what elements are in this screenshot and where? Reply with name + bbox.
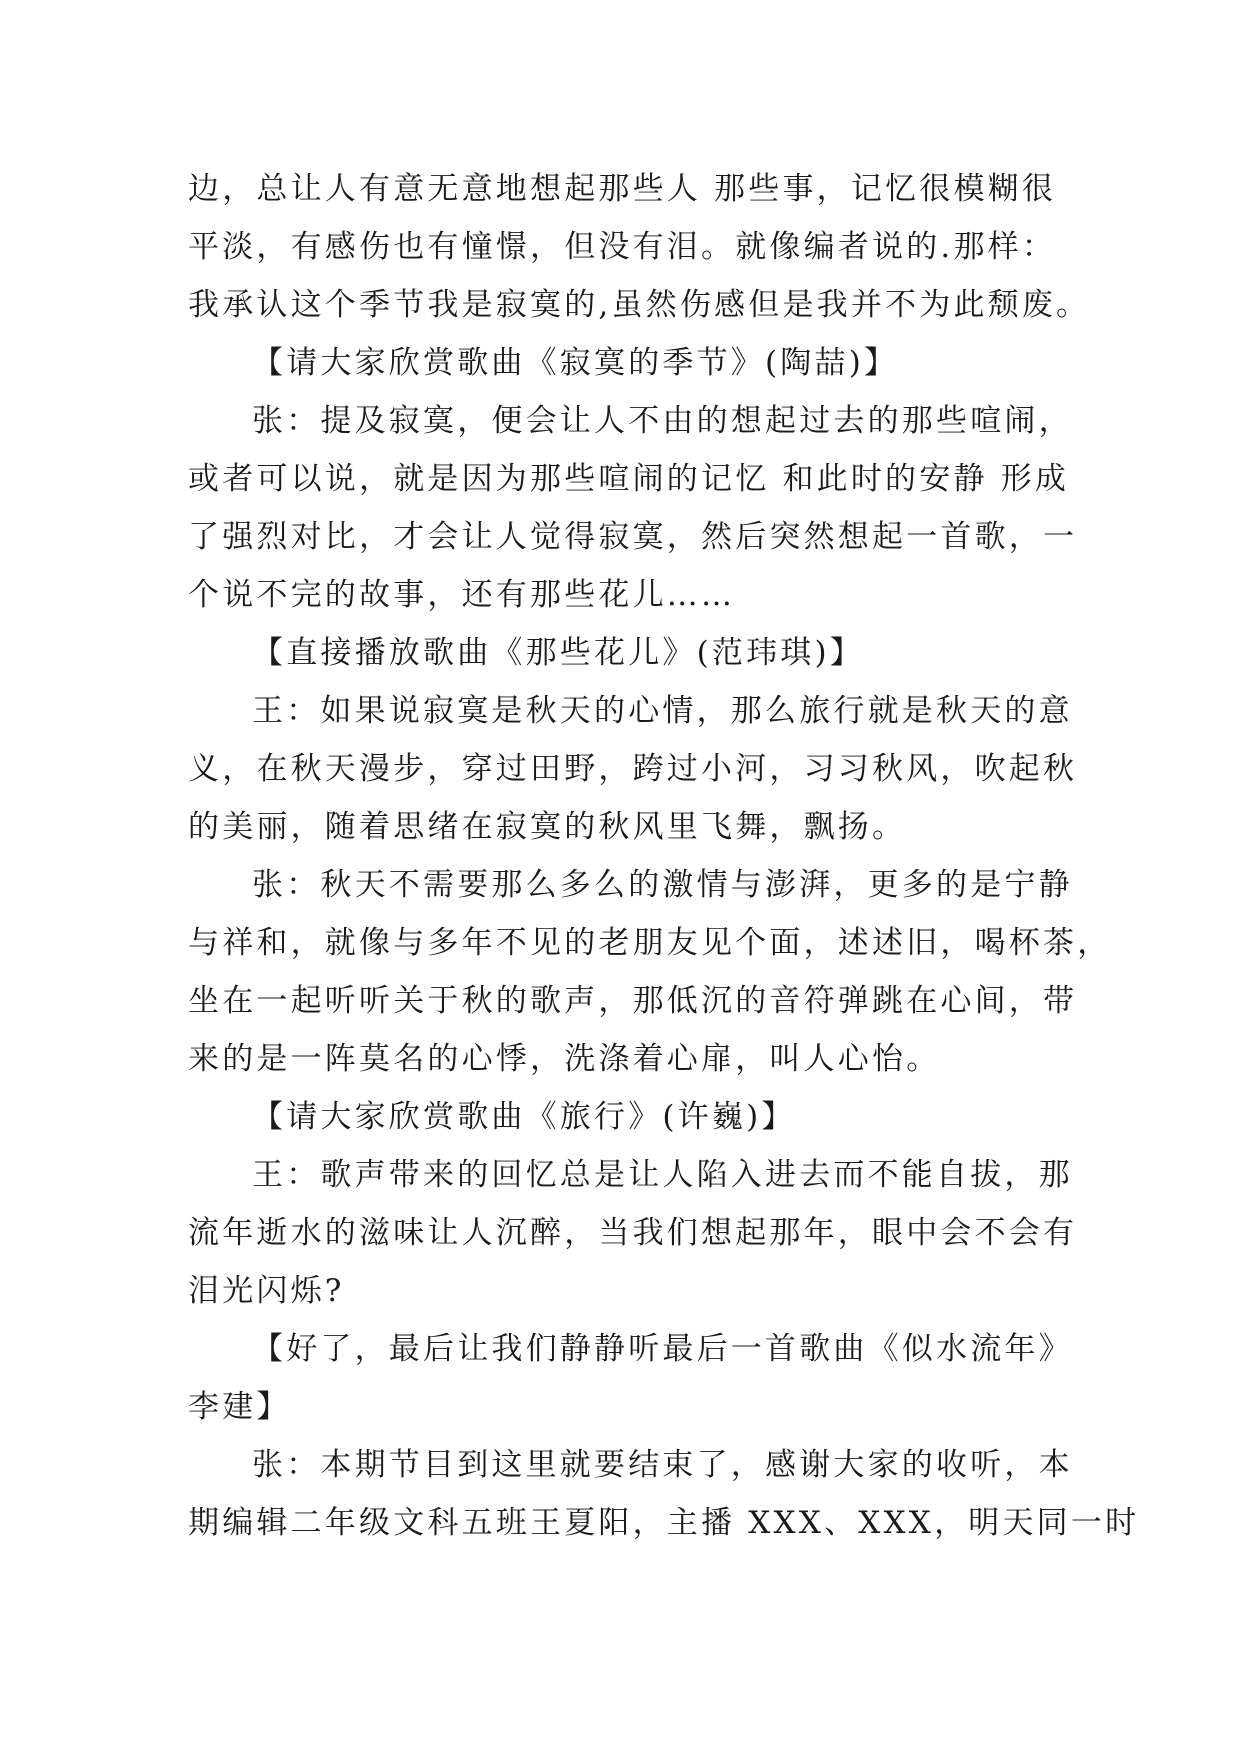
text-line: 平淡，有感伤也有憧憬，但没有泪。就像编者说的.那样： xyxy=(188,229,1057,265)
text-line: 王：歌声带来的回忆总是让人陷入进去而不能自拔，那 xyxy=(252,1157,1073,1193)
text-line: 【请大家欣赏歌曲《旅行》(许巍)】 xyxy=(252,1099,796,1135)
document-body xyxy=(188,160,1140,1552)
text-line: 期编辑二年级文科五班王夏阳，主播 XXX、XXX，明天同一时 xyxy=(188,1505,1140,1541)
text-line: 王：如果说寂寞是秋天的心情，那么旅行就是秋天的意 xyxy=(252,693,1073,729)
text-line: 坐在一起听听关于秋的歌声，那低沉的音符弹跳在心间，带 xyxy=(188,983,1078,1019)
text-line: 义，在秋天漫步，穿过田野，跨过小河，习习秋风，吹起秋 xyxy=(188,751,1078,787)
text-line: 或者可以说，就是因为那些喧闹的记忆 和此时的安静 形成 xyxy=(188,461,1070,497)
text-line: 【直接播放歌曲《那些花儿》(范玮琪)】 xyxy=(252,635,864,671)
text-line: 边，总让人有意无意地想起那些人 那些事，记忆很模糊很 xyxy=(188,171,1057,207)
text-line: 个说不完的故事，还有那些花儿…… xyxy=(188,577,736,613)
text-line: 张：秋天不需要那么多么的激情与澎湃，更多的是宁静 xyxy=(252,867,1073,903)
text-line: 【好了，最后让我们静静听最后一首歌曲《似水流年》 xyxy=(252,1331,1073,1367)
text-line: 来的是一阵莫名的心悸，洗涤着心扉，叫人心怡。 xyxy=(188,1041,941,1077)
text-line: 与祥和，就像与多年不见的老朋友见个面，述述旧，喝杯茶， xyxy=(188,925,1112,961)
text-line: 泪光闪烁? xyxy=(188,1273,345,1309)
text-line: 流年逝水的滋味让人沉醉，当我们想起那年，眼中会不会有 xyxy=(188,1215,1078,1251)
text-line: 的美丽，随着思绪在寂寞的秋风里飞舞，飘扬。 xyxy=(188,809,907,845)
text-line: 了强烈对比，才会让人觉得寂寞，然后突然想起一首歌，一 xyxy=(188,519,1078,555)
text-line: 李建】 xyxy=(188,1389,291,1425)
text-line: 我承认这个季节我是寂寞的,虽然伤感但是我并不为此颓废。 xyxy=(188,287,1091,323)
text-line: 张：本期节目到这里就要结束了，感谢大家的收听，本 xyxy=(252,1447,1073,1483)
text-line: 张：提及寂寞，便会让人不由的想起过去的那些喧闹， xyxy=(252,403,1073,439)
text-line: 【请大家欣赏歌曲《寂寞的季节》(陶喆)】 xyxy=(252,345,899,381)
